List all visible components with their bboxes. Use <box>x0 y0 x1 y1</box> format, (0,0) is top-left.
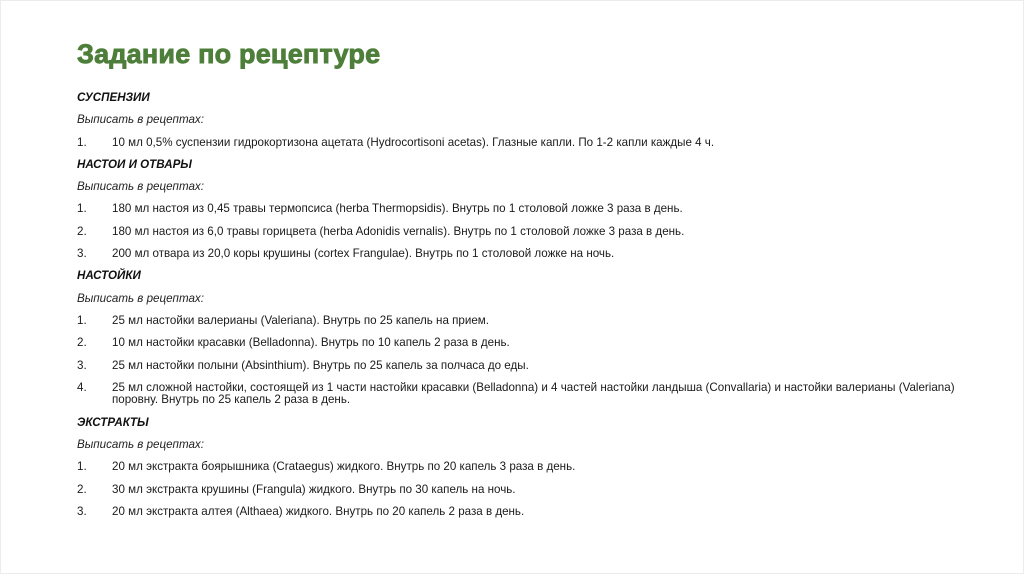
list-item <box>77 243 977 265</box>
item-text: 10 мл 0,5% суспензии гидрокортизона ацетата (Hydrocortisoni acetas). Глазные капли. По 1-2 капли каждые 4 ч. <box>112 135 715 149</box>
item-text: 180 мл настоя из 6,0 травы горицвета (herba Adonidis vernalis). Внутрь по 1 столовой ложке 3 раза в день. <box>112 224 685 238</box>
section-subheading: Выписать в рецептах: <box>77 291 204 305</box>
section-subheading: Выписать в рецептах: <box>77 180 204 194</box>
item-number: 3. <box>77 358 87 372</box>
section-heading: НАСТОЙКИ <box>77 269 141 283</box>
section-heading: СУСПЕНЗИИ <box>77 91 150 104</box>
item-text: 25 мл настойки валерианы (Valeriana). Внутрь по 25 капель на прием. <box>112 313 489 327</box>
item-number: 1. <box>77 202 87 216</box>
item-text: 180 мл настоя из 0,45 травы термопсиса (herba Thermopsidis). Внутрь по 1 столовой ложке 3 раза в день. <box>112 202 683 216</box>
list-item <box>77 221 977 243</box>
item-text: 20 мл экстракта боярышника (Crataegus) жидкого. Внутрь по 20 капель 3 раза в день. <box>112 460 576 474</box>
item-number: 2. <box>77 482 87 496</box>
item-number: 2. <box>77 336 87 350</box>
page-title: Задание по рецептуре <box>77 39 381 69</box>
item-text: 10 мл настойки красавки (Belladonna). Внутрь по 10 капель 2 раза в день. <box>112 336 510 350</box>
item-text: 25 мл сложной настойки, состоящей из 1 части настойки красавки (Belladonna) и 4 частей настойки ландыша (Convallaria) и настойки валерианы (Valeriana) поровну. Внутрь по 25 капель 2 раза в день. <box>112 380 955 407</box>
list-item <box>77 132 977 154</box>
section-heading: ЭКСТРАКТЫ <box>77 415 149 429</box>
section-subheading: Выписать в рецептах: <box>77 438 204 452</box>
section-suspensions <box>77 87 977 154</box>
item-number: 4. <box>77 380 87 394</box>
prescription-tasks <box>77 87 977 523</box>
list-item <box>77 355 977 377</box>
item-number: 1. <box>77 313 87 327</box>
list-item <box>77 456 977 478</box>
item-text: 200 мл отвара из 20,0 коры крушины (cortex Frangulae). Внутрь по 1 столовой ложке на ночь. <box>112 247 615 261</box>
section-tinctures <box>77 265 977 411</box>
item-text: 20 мл экстракта алтея (Althaea) жидкого. Внутрь по 20 капель 2 раза в день. <box>112 505 525 519</box>
item-text: 30 мл экстракта крушины (Frangula) жидкого. Внутрь по 30 капель на ночь. <box>112 482 516 496</box>
item-number: 1. <box>77 460 87 474</box>
section-extracts <box>77 412 977 523</box>
item-number: 1. <box>77 135 87 149</box>
list-item <box>77 479 977 501</box>
list-item <box>77 332 977 354</box>
list-item <box>77 198 977 220</box>
list-item <box>77 310 977 332</box>
list-item <box>77 501 977 523</box>
item-number: 3. <box>77 247 87 261</box>
item-text: 25 мл настойки полыни (Absinthium). Внутрь по 25 капель за полчаса до еды. <box>112 358 529 372</box>
list-item <box>77 377 977 412</box>
section-heading: НАСТОИ И ОТВАРЫ <box>77 157 192 171</box>
section-subheading: Выписать в рецептах: <box>77 113 204 127</box>
item-number: 2. <box>77 224 87 238</box>
section-infusions-decoctions <box>77 154 977 265</box>
item-number: 3. <box>77 505 87 519</box>
